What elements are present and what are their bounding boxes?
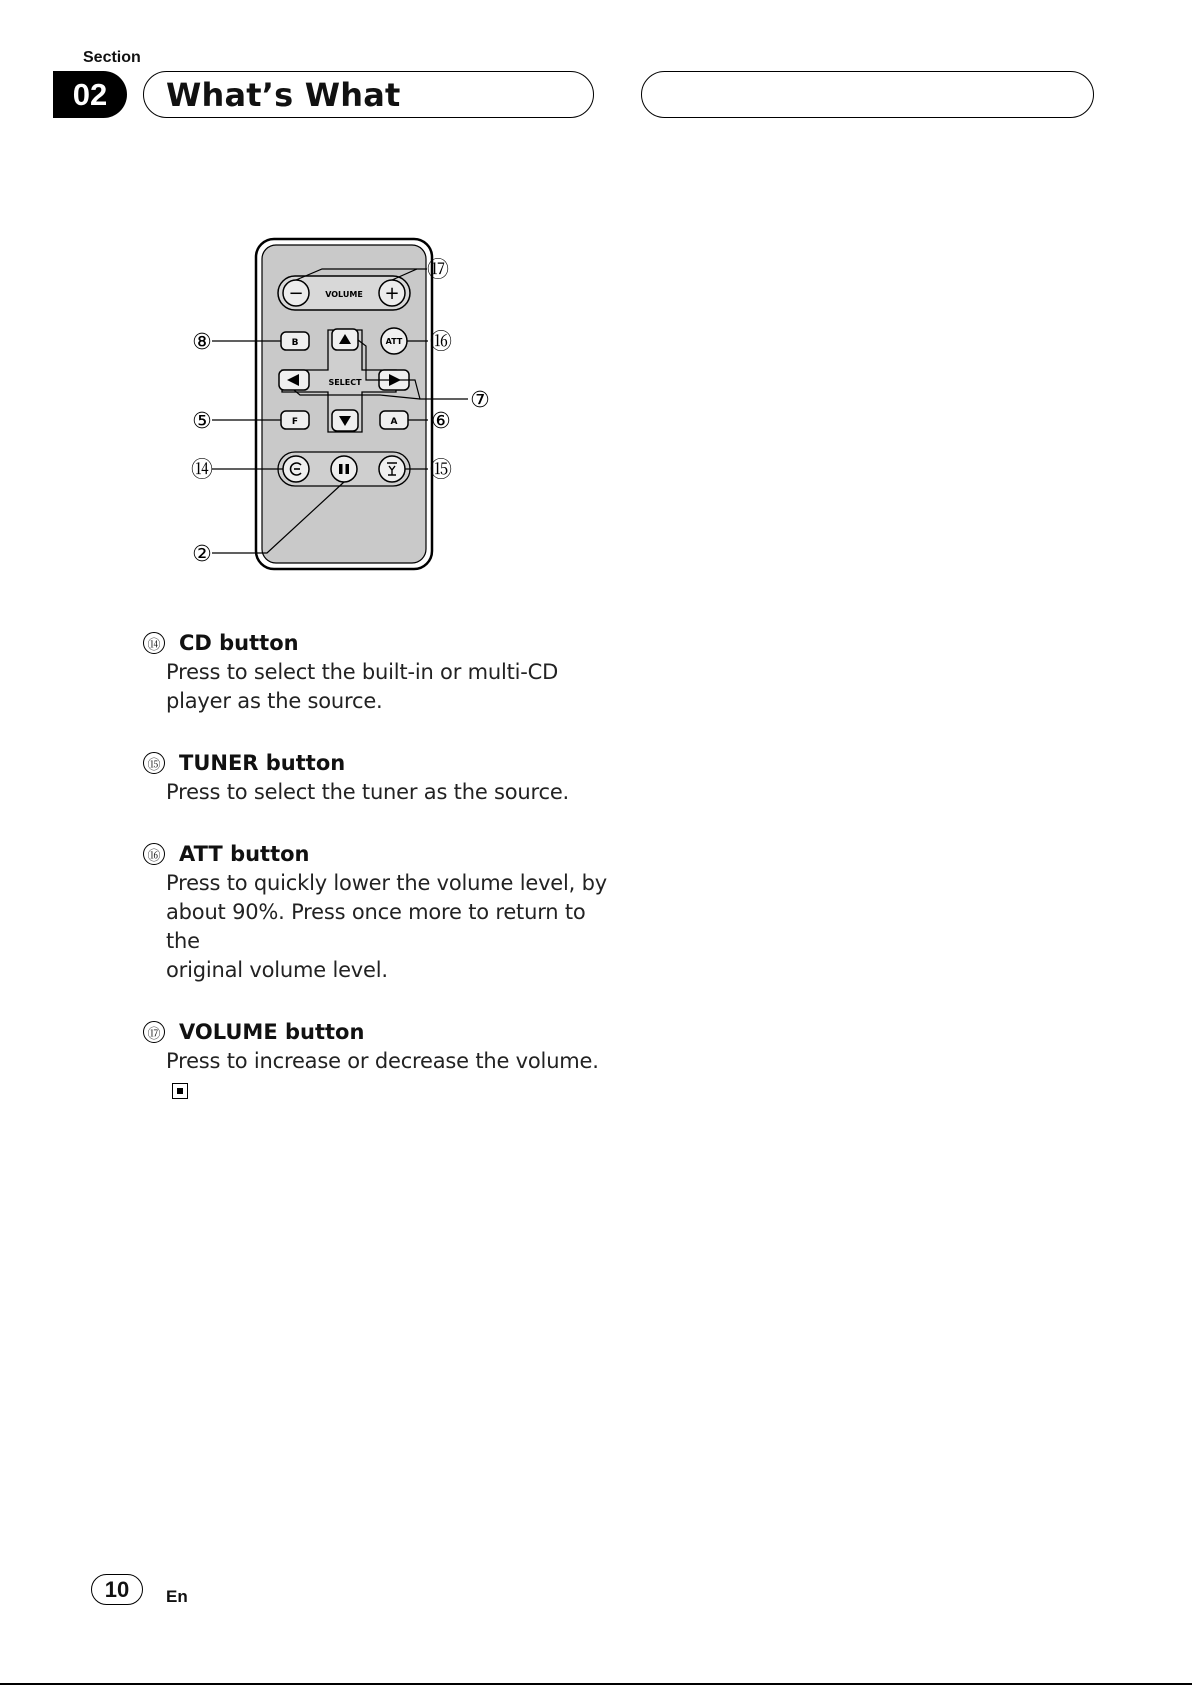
section-number-badge: 02	[53, 71, 127, 118]
select-label: SELECT	[328, 378, 362, 387]
item-title: CD button	[179, 631, 299, 655]
item-title: VOLUME button	[179, 1020, 365, 1044]
desc-line-with-end-mark	[166, 1047, 613, 1105]
callout-15: ⑮	[429, 458, 453, 483]
item-title: TUNER button	[179, 751, 346, 775]
callout-6: ⑥	[431, 409, 451, 434]
section-label: Section	[83, 49, 141, 66]
b-label: B	[291, 338, 299, 348]
button-descriptions	[143, 628, 613, 1137]
volume-minus-label: −	[288, 283, 304, 304]
pause-icon-left	[339, 464, 343, 474]
a-label: A	[390, 417, 398, 427]
callout-16: ⑯	[429, 330, 453, 355]
desc-line: about 90%. Press once more to return to the	[166, 900, 586, 953]
desc-line: Press to quickly lower the volume level, by	[166, 871, 607, 895]
remote-control-figure	[190, 230, 530, 580]
pause-icon-right	[346, 464, 350, 474]
att-label: ATT	[385, 337, 403, 346]
section-title-box	[143, 71, 594, 118]
pause-button	[331, 456, 357, 482]
volume-plus-label: +	[384, 283, 400, 304]
item-number: ⑮	[143, 752, 165, 774]
desc-line: Press to increase or decrease the volume.	[166, 1049, 599, 1073]
item-volume-button	[143, 1017, 613, 1105]
item-number: ⑭	[143, 632, 165, 654]
item-title: ATT button	[179, 842, 310, 866]
desc-line: Press to select the built-in or multi-CD	[166, 660, 559, 684]
desc-line: Press to select the tuner as the source.	[166, 780, 570, 804]
callout-5: ⑤	[192, 409, 212, 434]
blank-header-box	[641, 71, 1094, 118]
item-cd-button	[143, 628, 613, 716]
item-number: ⑯	[143, 843, 165, 865]
end-of-section-icon	[172, 1083, 188, 1099]
callout-17: ⑰	[426, 258, 450, 283]
item-description	[166, 1047, 613, 1105]
item-description	[166, 658, 613, 716]
item-description	[166, 778, 613, 807]
callout-7: ⑦	[470, 388, 490, 413]
item-number: ⑰	[143, 1021, 165, 1043]
page-number: 10	[91, 1574, 143, 1605]
language-label: En	[166, 1587, 188, 1606]
volume-label: VOLUME	[325, 290, 363, 299]
remote-control-diagram	[190, 230, 530, 580]
item-tuner-button	[143, 748, 613, 807]
item-description	[166, 869, 613, 985]
item-att-button	[143, 839, 613, 985]
callout-8: ⑧	[192, 330, 212, 355]
desc-line: original volume level.	[166, 958, 388, 982]
callout-2: ②	[192, 542, 212, 567]
desc-line: player as the source.	[166, 689, 383, 713]
f-label: F	[291, 417, 299, 427]
callout-14: ⑭	[190, 458, 214, 483]
page-title: What’s What	[166, 75, 401, 114]
